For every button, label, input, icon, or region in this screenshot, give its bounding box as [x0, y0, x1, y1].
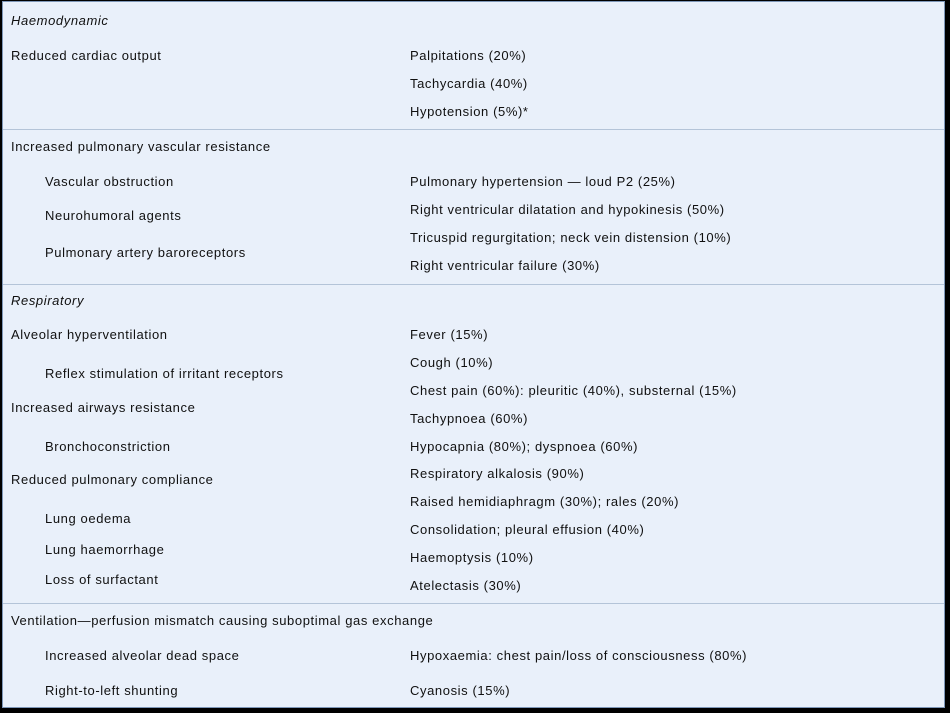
- finding-raised-hemidiaphragm: Raised hemidiaphragm (30%); rales (20%): [410, 494, 680, 509]
- section-heading-ventilation-perfusion: Ventilation—perfusion mismatch causing suboptimal gas exchange: [11, 613, 434, 628]
- section-heading-haemodynamic: Haemodynamic: [11, 13, 109, 28]
- finding-right-ventricular-failure: Right ventricular failure (30%): [410, 258, 600, 273]
- section-divider: [3, 603, 944, 604]
- finding-haemoptysis: Haemoptysis (10%): [410, 550, 534, 565]
- mechanism-lung-oedema: Lung oedema: [45, 511, 132, 526]
- mechanism-neurohumoral-agents: Neurohumoral agents: [45, 208, 182, 223]
- mechanism-bronchoconstriction: Bronchoconstriction: [45, 439, 171, 454]
- finding-pulmonary-hypertension: Pulmonary hypertension — loud P2 (25%): [410, 174, 676, 189]
- mechanism-increased-airways-resistance: Increased airways resistance: [11, 400, 196, 415]
- mechanism-vascular-obstruction: Vascular obstruction: [45, 174, 174, 189]
- finding-cough: Cough (10%): [410, 355, 494, 370]
- finding-tachycardia: Tachycardia (40%): [410, 76, 528, 91]
- finding-hypoxaemia: Hypoxaemia: chest pain/loss of consciousness (80%): [410, 648, 748, 663]
- finding-hypotension: Hypotension (5%)*: [410, 104, 529, 119]
- finding-tricuspid-regurgitation: Tricuspid regurgitation; neck vein distension (10%): [410, 230, 732, 245]
- section-divider: [3, 284, 944, 285]
- row-divider: [3, 129, 944, 130]
- finding-fever: Fever (15%): [410, 327, 489, 342]
- mechanism-alveolar-hyperventilation: Alveolar hyperventilation: [11, 327, 168, 342]
- finding-palpitations: Palpitations (20%): [410, 48, 527, 63]
- finding-right-ventricular-dilatation: Right ventricular dilatation and hypokinesis (50%): [410, 202, 725, 217]
- mechanism-pulmonary-artery-baroreceptors: Pulmonary artery baroreceptors: [45, 245, 246, 260]
- mechanism-increased-pulmonary-vascular-resistance: Increased pulmonary vascular resistance: [11, 139, 271, 154]
- finding-tachypnoea: Tachypnoea (60%): [410, 411, 528, 426]
- mechanism-right-to-left-shunting: Right-to-left shunting: [45, 683, 179, 698]
- finding-atelectasis: Atelectasis (30%): [410, 578, 522, 593]
- finding-hypocapnia: Hypocapnia (80%); dyspnoea (60%): [410, 439, 639, 454]
- mechanism-reduced-cardiac-output: Reduced cardiac output: [11, 48, 162, 63]
- section-heading-respiratory: Respiratory: [11, 293, 85, 308]
- mechanism-reflex-stimulation: Reflex stimulation of irritant receptors: [45, 366, 284, 381]
- mechanism-increased-alveolar-dead-space: Increased alveolar dead space: [45, 648, 240, 663]
- finding-cyanosis: Cyanosis (15%): [410, 683, 511, 698]
- finding-chest-pain: Chest pain (60%): pleuritic (40%), substernal (15%): [410, 383, 737, 398]
- pathophysiology-table: [2, 1, 945, 708]
- finding-respiratory-alkalosis: Respiratory alkalosis (90%): [410, 466, 585, 481]
- mechanism-loss-of-surfactant: Loss of surfactant: [45, 572, 159, 587]
- finding-consolidation: Consolidation; pleural effusion (40%): [410, 522, 645, 537]
- mechanism-lung-haemorrhage: Lung haemorrhage: [45, 542, 165, 557]
- mechanism-reduced-pulmonary-compliance: Reduced pulmonary compliance: [11, 472, 214, 487]
